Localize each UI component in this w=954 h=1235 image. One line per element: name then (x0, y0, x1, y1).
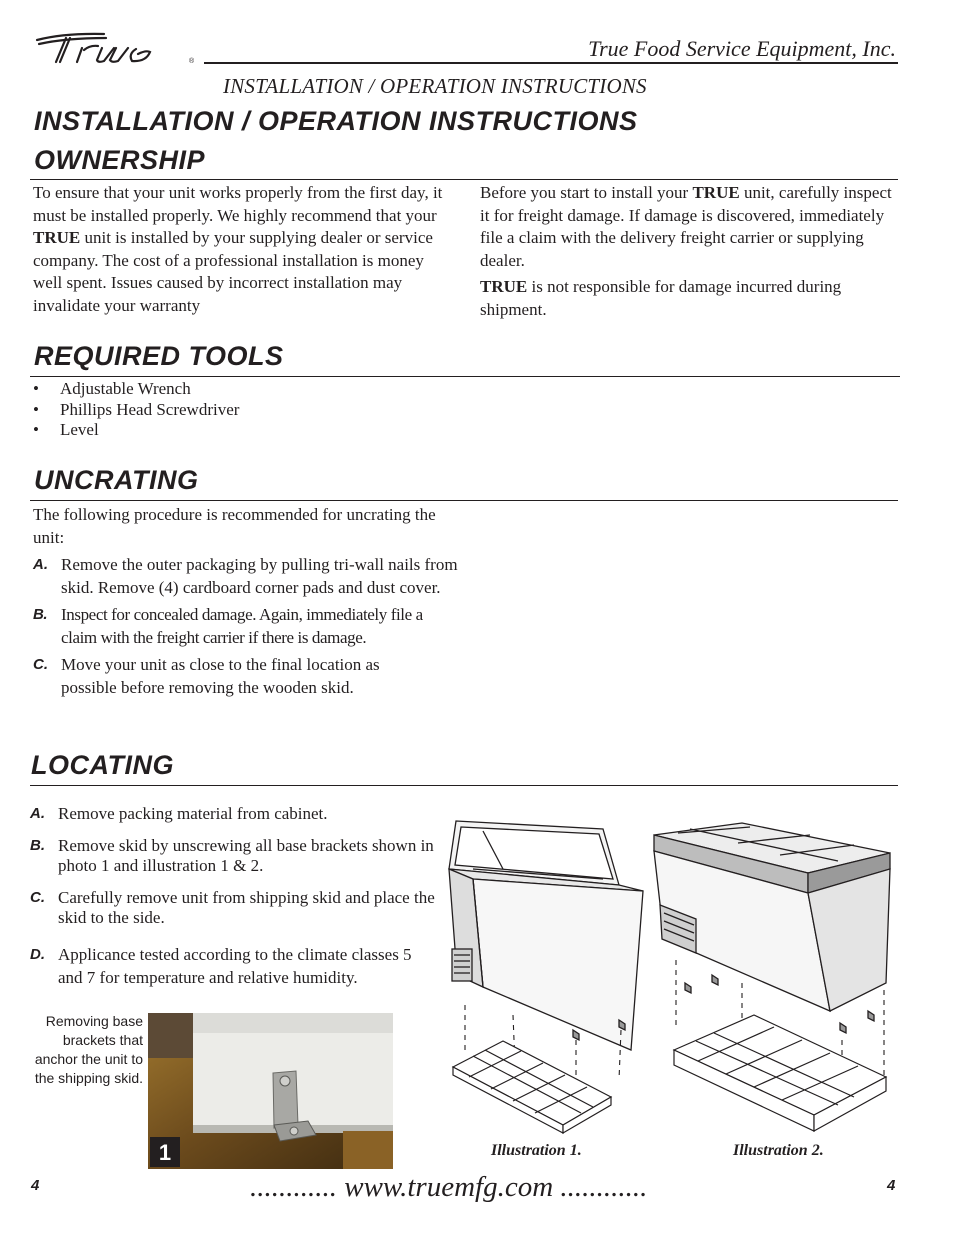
tools-heading: REQUIRED TOOLS (34, 341, 284, 371)
locating-steps (30, 804, 442, 989)
locating-heading: LOCATING (31, 750, 174, 780)
step-text: Remove the outer packaging by pulling tri-wall nails from skid. Remove (4) cardboard corner pads and dust cover. (61, 555, 458, 597)
ownership-left-text (33, 182, 453, 317)
step-letter: D. (30, 946, 45, 963)
list-item: • Adjustable Wrench (33, 379, 239, 400)
locating-rule (30, 785, 898, 786)
ownership-right-text (480, 182, 895, 321)
step-text: Move your unit as close to the final location as possible before removing the wooden skid. (61, 655, 380, 697)
bracket-photo (148, 1013, 393, 1169)
uncrating-body (33, 504, 458, 699)
step-text: Applicance tested according to the climate classes 5 and 7 for temperature and relative humidity. (58, 945, 412, 987)
illustration-1-dipping-cabinet (443, 815, 653, 1140)
step-letter: A. (30, 805, 45, 822)
photo-caption: Removing base brackets that anchor the unit to the shipping skid. (34, 1013, 143, 1086)
uncrating-step (33, 654, 458, 699)
step-text: Carefully remove unit from shipping skid and place the skid to the side. (58, 888, 435, 927)
ownership-left-tail: unit is installed by your supplying dealer or service company. The cost of a professional installation is money well spent. Issues caused by incorrect installation may invalidate your warranty (33, 228, 433, 315)
illustration-2-caption: Illustration 2. (733, 1142, 824, 1159)
header-rule (204, 62, 898, 64)
step-letter: B. (33, 606, 48, 623)
locating-step (30, 804, 442, 824)
uncrating-step (33, 604, 458, 649)
step-text: Remove skid by unscrewing all base brackets shown in photo 1 and illustration 1 & 2. (58, 836, 434, 875)
illustration-2-chest-cabinet (650, 815, 895, 1140)
ownership-right-lead: Before you start to install your (480, 183, 689, 202)
step-letter: A. (33, 556, 48, 573)
ownership-right-tail: unit, carefully inspect it for freight damage. If damage is discovered, immediately file a claim with the delivery freight carrier or supplying dealer. (480, 183, 892, 270)
ownership-rule (30, 179, 898, 180)
step-letter: B. (30, 837, 45, 854)
true-logo (34, 28, 194, 68)
tools-rule (30, 376, 900, 377)
list-item: • Phillips Head Screwdriver (33, 400, 239, 421)
uncrating-intro: The following procedure is recommended for uncrating the unit: (33, 505, 436, 547)
ownership-left-lead: To ensure that your unit works properly from the first day, it must be installed properly. We highly recommend that your (33, 183, 443, 225)
locating-step (30, 888, 442, 928)
page-number-right: 4 (887, 1177, 896, 1194)
ownership-heading: OWNERSHIP (34, 145, 206, 175)
brand-true: TRUE (33, 228, 81, 247)
uncrating-step (33, 554, 458, 599)
step-letter: C. (33, 656, 48, 673)
step-text: Remove packing material from cabinet. (58, 804, 328, 823)
locating-step (30, 944, 442, 989)
uncrating-rule (30, 500, 898, 501)
page-number-left: 4 (31, 1177, 40, 1194)
list-item: • Level (33, 420, 239, 441)
locating-step (30, 836, 442, 876)
company-name: True Food Service Equipment, Inc. (588, 36, 896, 61)
tools-list (33, 379, 239, 441)
uncrating-heading: UNCRATING (34, 465, 199, 495)
header-subtitle: INSTALLATION / OPERATION INSTRUCTIONS (223, 74, 647, 98)
photo-number: 1 (158, 1140, 172, 1165)
step-letter: C. (30, 889, 45, 906)
illustration-1-caption: Illustration 1. (491, 1142, 582, 1159)
brand-true: TRUE (692, 183, 740, 202)
ownership-disclaimer: is not responsible for damage incurred during shipment. (480, 277, 842, 319)
footer-url[interactable]: ............ www.truemfg.com ............ (250, 1171, 648, 1203)
brand-true: TRUE (480, 277, 528, 296)
step-text: Inspect for concealed damage. Again, immediately file a claim with the freight carrier if there is damage. (61, 605, 423, 647)
main-title: INSTALLATION / OPERATION INSTRUCTIONS (34, 106, 638, 136)
svg-text:®: ® (189, 58, 194, 65)
